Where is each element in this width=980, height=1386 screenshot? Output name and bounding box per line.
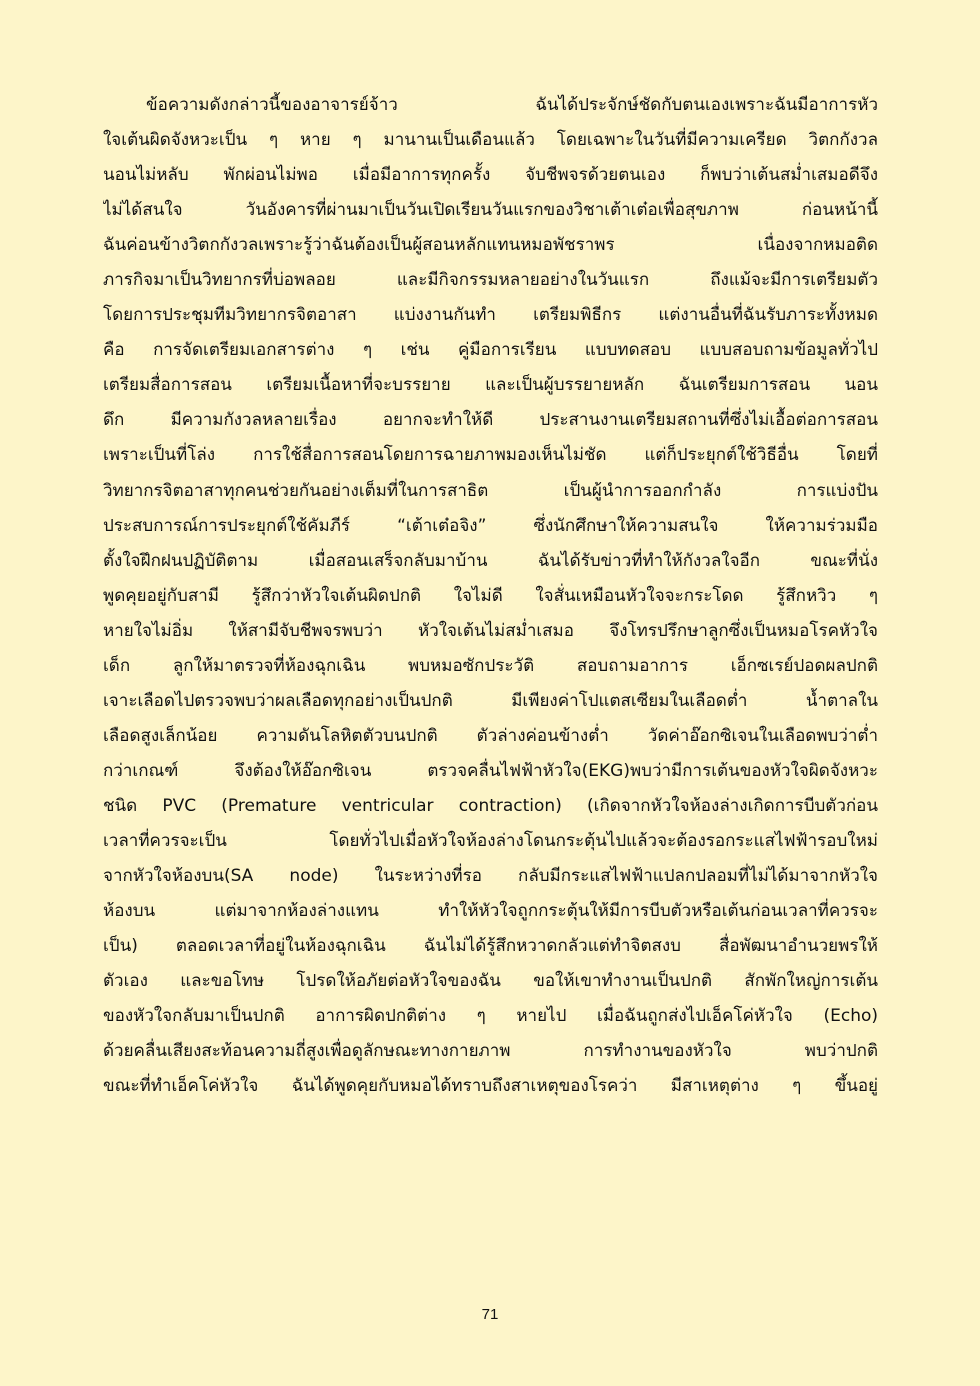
text-line: ขณะที่ทำเอ็คโค่หัวใจ ฉันได้พูดคุยกับหมอได้ทราบถึงสาเหตุของโรคว่า มีสาเหตุต่าง ๆ ขึ้นอยู่ [103, 1076, 878, 1097]
text-line: เพราะเป็นที่โล่ง การใช้สื่อการสอนโดยการฉายภาพมองเห็นไม่ชัด แต่ก็ประยุกต์ใช้วิธีอื่น โดยที่ [103, 445, 878, 466]
text-line: ตั้งใจฝึกฝนปฏิบัติตาม เมื่อสอนเสร็จกลับมาบ้าน ฉันได้รับข่าวที่ทำให้กังวลใจอีก ขณะที่นั่ง [103, 550, 878, 571]
text-line: ภารกิจมาเป็นวิทยากรที่บ่อพลอย และมีกิจกรรมหลายอย่างในวันแรก ถึงแม้จะมีการเตรียมตัว [103, 270, 878, 291]
text-line: ของหัวใจกลับมาเป็นปกติ อาการผิดปกติต่าง ๆ หายไป เมื่อฉันถูกส่งไปเอ็คโค่หัวใจ (Echo) [103, 1006, 878, 1027]
text-line: เวลาที่ควรจะเป็น โดยทั่วไปเมื่อหัวใจห้องล่างโดนกระตุ้นไปแล้วจะต้องรอกระแสไฟฟ้ารอบใหม่ [103, 830, 878, 851]
text-line: พูดคุยอยู่กับสามี รู้สึกว่าหัวใจเต้นผิดปกติ ใจไม่ดี ใจสั่นเหมือนหัวใจจะกระโดด รู้สึกหวิว ๆ [103, 585, 878, 606]
text-line: ดึก มีความกังวลหลายเรื่อง อยากจะทำให้ดี ประสานงานเตรียมสถานที่ซึ่งไม่เอื้อต่อการสอน [103, 410, 878, 431]
text-line: จากหัวใจห้องบน(SA node) ในระหว่างที่รอ กลับมีกระแสไฟฟ้าแปลกปลอมที่ไม่ได้มาจากหัวใจ [103, 866, 878, 887]
page-number: 71 [481, 1306, 499, 1323]
text-line: เจาะเลือดไปตรวจพบว่าผลเลือดทุกอย่างเป็นปกติ มีเพียงค่าโปแตสเซียมในเลือดต่ำ น้ำตาลใน [103, 690, 878, 711]
text-line: ไม่ได้สนใจ วันอังคารที่ผ่านมาเป็นวันเปิดเรียนวันแรกของวิชาเต้าเต๋อเพื่อสุขภาพ ก่อนหน้านี้ [103, 200, 878, 221]
text-line: ด้วยคลื่นเสียงสะท้อนความถี่สูงเพื่อดูลักษณะทางกายภาพ การทำงานของหัวใจ พบว่าปกติ [103, 1041, 878, 1062]
text-line: เตรียมสื่อการสอน เตรียมเนื้อหาที่จะบรรยาย และเป็นผู้บรรยายหลัก ฉันเตรียมการสอน นอน [103, 375, 878, 396]
text-line: ชนิด PVC (Premature ventricular contraction) (เกิดจากหัวใจห้องล่างเกิดการบีบตัวก่อน [103, 795, 878, 816]
text-line: ใจเต้นผิดจังหวะเป็น ๆ หาย ๆ มานานเป็นเดือนแล้ว โดยเฉพาะในวันที่มีความเครียด วิตกกังวล [103, 130, 878, 151]
text-line: เป็น) ตลอดเวลาที่อยู่ในห้องฉุกเฉิน ฉันไม่ได้รู้สึกหวาดกลัวแต่ทำจิตสงบ สื่อพัฒนาอำนวยพรให้ [103, 936, 878, 957]
text-line: ตัวเอง และขอโทษ โปรดให้อภัยต่อหัวใจของฉัน ขอให้เขาทำงานเป็นปกติ สักพักใหญ่การเต้น [103, 971, 878, 992]
text-line: เด็ก ลูกให้มาตรวจที่ห้องฉุกเฉิน พบหมอซักประวัติ สอบถามอาการ เอ็กซเรย์ปอดผลปกติ [103, 655, 878, 676]
text-line: ข้อความดังกล่าวนี้ของอาจารย์จ้าว ฉันได้ประจักษ์ชัดกับตนเองเพราะฉันมีอาการหัว [146, 95, 878, 115]
text-line: วิทยากรจิตอาสาทุกคนช่วยกันอย่างเต็มที่ในการสาธิต เป็นผู้นำการออกกำลัง การแบ่งปัน [103, 480, 878, 501]
text-line: ฉันค่อนข้างวิตกกังวลเพราะรู้ว่าฉันต้องเป็นผู้สอนหลักแทนหมอพัชราพร เนื่องจากหมอติด [103, 235, 878, 256]
text-line: โดยการประชุมทีมวิทยากรจิตอาสา แบ่งงานกันทำ เตรียมพิธีกร แต่งานอื่นที่ฉันรับภาระทั้งหมด [103, 305, 878, 326]
text-line: ประสบการณ์การประยุกต์ใช้คัมภีร์ “เต้าเต๋อจิง” ซึ่งนักศึกษาให้ความสนใจ ให้ความร่วมมือ [103, 515, 878, 536]
text-line: กว่าเกณฑ์ จึงต้องให้อ๊อกซิเจน ตรวจคลื่นไฟฟ้าหัวใจ(EKG)พบว่ามีการเต้นของหัวใจผิดจังหวะ [103, 760, 878, 781]
body-paragraph [103, 88, 878, 1104]
text-line: คือ การจัดเตรียมเอกสารต่าง ๆ เช่น คู่มือการเรียน แบบทดสอบ แบบสอบถามข้อมูลทั่วไป [103, 340, 878, 361]
text-line: เลือดสูงเล็กน้อย ความดันโลหิตตัวบนปกติ ตัวล่างค่อนข้างต่ำ วัดค่าอ๊อกซิเจนในเลือดพบว่าต่ำ [103, 725, 878, 746]
text-line: นอนไม่หลับ พักผ่อนไม่พอ เมื่อมีอาการทุกครั้ง จับชีพจรด้วยตนเอง ก็พบว่าเต้นสม่ำเสมอดีจึง [103, 165, 878, 186]
text-line: ห้องบน แต่มาจากห้องล่างแทน ทำให้หัวใจถูกกระตุ้นให้มีการบีบตัวหรือเต้นก่อนเวลาที่ควรจะ [103, 901, 878, 922]
text-line: หายใจไม่อิ่ม ให้สามีจับชีพจรพบว่า หัวใจเต้นไม่สม่ำเสมอ จึงโทรปรึกษาลูกซึ่งเป็นหมอโรคหัวใจ [103, 620, 878, 641]
